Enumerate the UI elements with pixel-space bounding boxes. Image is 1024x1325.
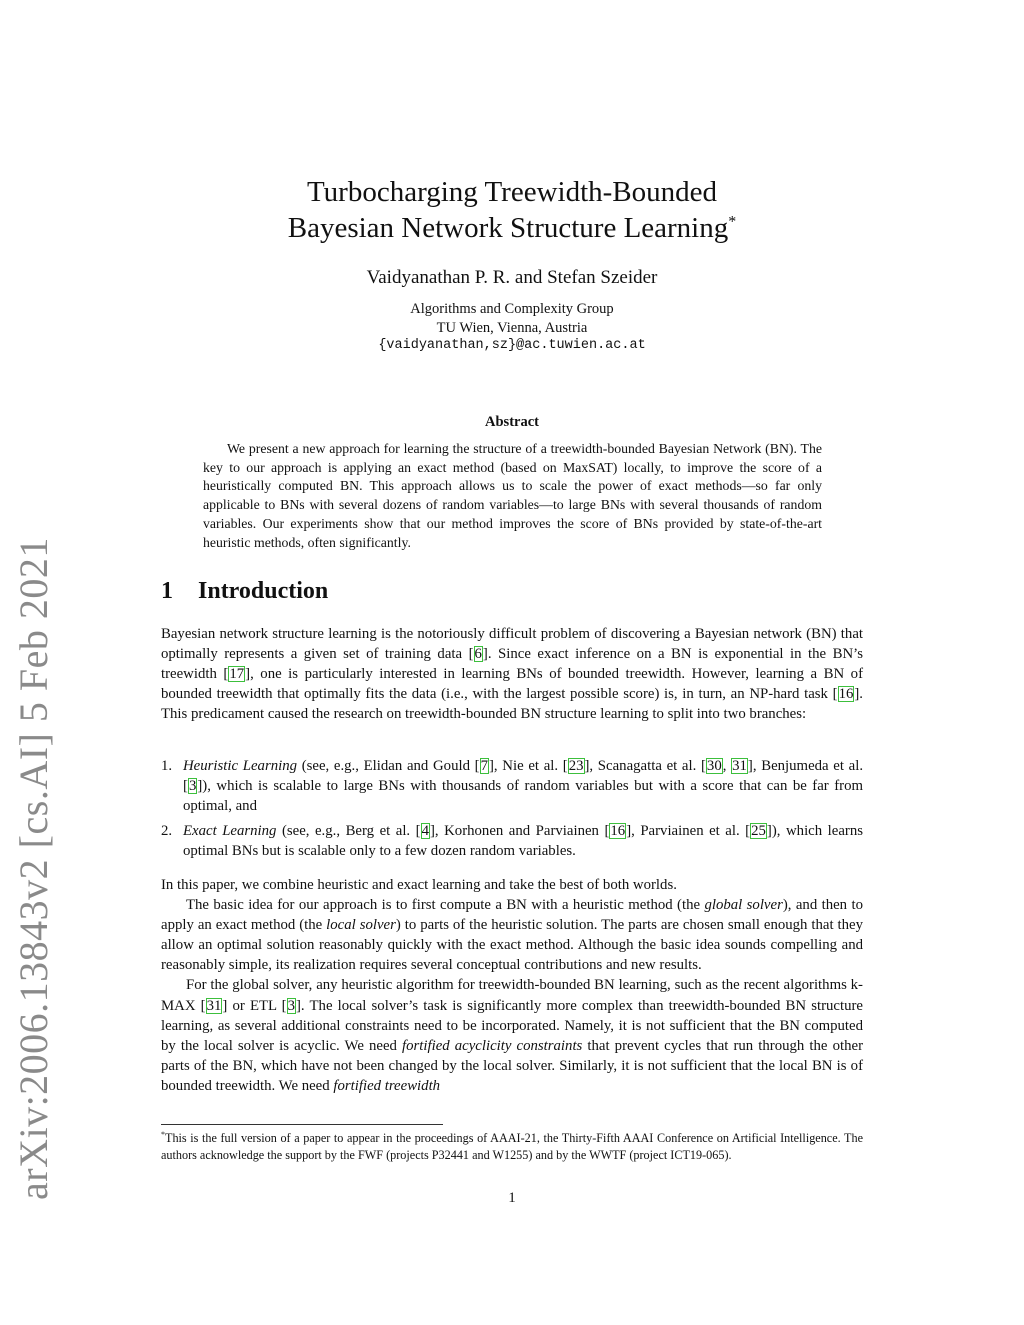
section-title: Introduction	[198, 578, 329, 604]
citation-link[interactable]: 17	[229, 666, 245, 683]
text-run: ], Parviainen et al. [	[626, 823, 751, 840]
text-run: ]. The local solver’s task is significantly more complex than treewidth-bounded BN structure learning, as several additional constraints need to be incorporated. Namely, it is not sufficient that the BN computed by the local solver is acyclic. We need	[161, 997, 864, 1054]
text-run: Bayesian network structure learning is the notoriously difficult problem of discovering a Bayesian network (BN) that optimally represents a given set of training data [	[161, 626, 863, 663]
citation-link[interactable]: 3	[188, 778, 197, 795]
text-run: ] or ETL [	[222, 997, 287, 1014]
text-run: For the global solver, any heuristic algorithm for treewidth-bounded BN learning, such as the recent algorithms k-MAX [	[161, 977, 863, 1014]
citation-link[interactable]: 4	[421, 823, 429, 840]
section-number: 1	[161, 578, 173, 604]
text-run: ]), which learns optimal BNs but is scalable only to a few dozen random variables.	[183, 823, 863, 860]
emphasis: fortified acyclicity constraints	[402, 1037, 583, 1054]
text-run: ], Nie et al. [	[489, 758, 568, 774]
affiliation-line-1: Algorithms and Complexity Group	[410, 301, 614, 317]
footnote-divider	[161, 1124, 443, 1125]
text-run: ,	[722, 758, 732, 774]
text-run: The basic idea for our approach is to first compute a BN with a heuristic method (the	[186, 897, 705, 914]
arxiv-id: arXiv:2006.13843v2 [cs.AI] 5 Feb 2021	[11, 537, 56, 1200]
citation-link[interactable]: 7	[480, 758, 488, 774]
text-run: ) to parts of the heuristic solution. The parts are chosen small enough that they allow an optimal solution reasonably quickly with the exact method. Although the basic idea sounds compelling and reasonably simple, its realization requires several conceptual contributions and new results.	[161, 917, 863, 974]
citation-link[interactable]: 31	[206, 997, 222, 1014]
list-term: Exact Learning	[183, 823, 277, 840]
emphasis: global solver	[704, 897, 783, 914]
footnote	[161, 1127, 863, 1163]
title-line-1: Turbocharging Treewidth-Bounded	[306, 176, 718, 208]
text-run: ], Benjumeda et al. [	[183, 758, 864, 795]
text-run: (see, e.g., Berg et al. [	[276, 823, 421, 840]
learning-branches-list	[161, 756, 863, 866]
intro-paragraph-1	[161, 624, 863, 724]
list-marker: 2.	[161, 823, 173, 840]
footnote-text: This is the full version of a paper to appear in the proceedings of AAAI-21, the Thirty-Fifth AAAI Conference on Artificial Intelligence. The authors acknowledge the support by the FWF (projects P32441 and W1255) and by the WWTF (project ICT19-065).	[161, 1131, 863, 1162]
citation-link[interactable]: 6	[474, 646, 482, 663]
list-marker: 1.	[161, 758, 173, 774]
abstract-text: We present a new approach for learning the structure of a treewidth-bounded Bayesian Network (BN). The key to our approach is applying an exact method (based on MaxSAT) locally, to improve the score of a heuristically computed BN. This approach allows us to scale the power of exact methods—so far only applicable to BNs with several dozens of random variables—to large BNs with several thousands of random variables. Our experiments show that our method improves the score of BNs provided by state-of-the-art heuristic methods, often significantly.	[203, 441, 822, 550]
list-term: Heuristic Learning	[183, 758, 298, 774]
intro-paragraph-2: In this paper, we combine heuristic and exact learning and take the best of both worlds.	[161, 877, 677, 893]
affiliation-line-2: TU Wien, Vienna, Austria	[436, 319, 588, 336]
text-run: (see, e.g., Elidan and Gould [	[297, 758, 480, 774]
authors: Vaidyanathan P. R. and Stefan Szeider	[366, 267, 658, 288]
text-run: ), and then to apply an exact method (the	[161, 897, 863, 934]
text-run: ], Scanagatta et al. [	[584, 758, 706, 774]
intro-continued	[161, 875, 863, 1096]
footnote-mark: *	[161, 1130, 165, 1139]
emphasis: local solver	[326, 917, 396, 934]
text-run: ], one is particularly interested in learning BNs of bounded treewidth. However, learning a BN of bounded treewidth that optimally fits the data (i.e., with the largest possible score) is, in turn, an NP-hard task [	[161, 666, 863, 703]
paper-title	[200, 174, 824, 246]
list-item	[161, 821, 863, 861]
text-run: ], Korhonen and Parviainen [	[429, 823, 610, 840]
citation-link[interactable]: 3	[287, 997, 295, 1014]
author-email: {vaidyanathan,sz}@ac.tuwien.ac.at	[378, 338, 646, 353]
text-run: ]), which is scalable to large BNs with thousands of random variables but with a score that can be far from optimal, and	[183, 778, 863, 815]
citation-link[interactable]: 16	[838, 686, 854, 703]
text-run: ]. Since exact inference on a BN is exponential in the BN’s treewidth [	[161, 646, 864, 683]
intro-paragraph-4	[161, 975, 863, 1096]
affiliation	[200, 300, 824, 356]
text-run: ]. This predicament caused the research on treewidth-bounded BN structure learning to split into two branches:	[161, 686, 863, 723]
title-line-2	[200, 210, 824, 246]
emphasis: fortified treewidth	[333, 1077, 441, 1094]
citation-link[interactable]: 25	[751, 823, 766, 840]
title-line-2-text: Bayesian Network Structure Learning	[287, 212, 729, 244]
text-run: that prevent cycles that run through the other parts of the BN, which have not been changed by the local solver. Similarly, it is not sufficient that the local BN is of bounded treewidth. We need	[161, 1037, 863, 1094]
intro-paragraph-3	[161, 895, 863, 975]
citation-link[interactable]: 30	[706, 758, 722, 774]
citation-link[interactable]: 23	[568, 758, 584, 774]
list-item	[161, 756, 863, 816]
title-footnote-mark[interactable]: *	[728, 213, 737, 231]
section-heading-introduction	[161, 578, 328, 605]
page-number: 1	[508, 1190, 516, 1206]
abstract-heading: Abstract	[485, 414, 539, 430]
abstract-body	[203, 440, 822, 552]
citation-link[interactable]: 31	[732, 758, 747, 774]
citation-link[interactable]: 16	[610, 823, 626, 840]
